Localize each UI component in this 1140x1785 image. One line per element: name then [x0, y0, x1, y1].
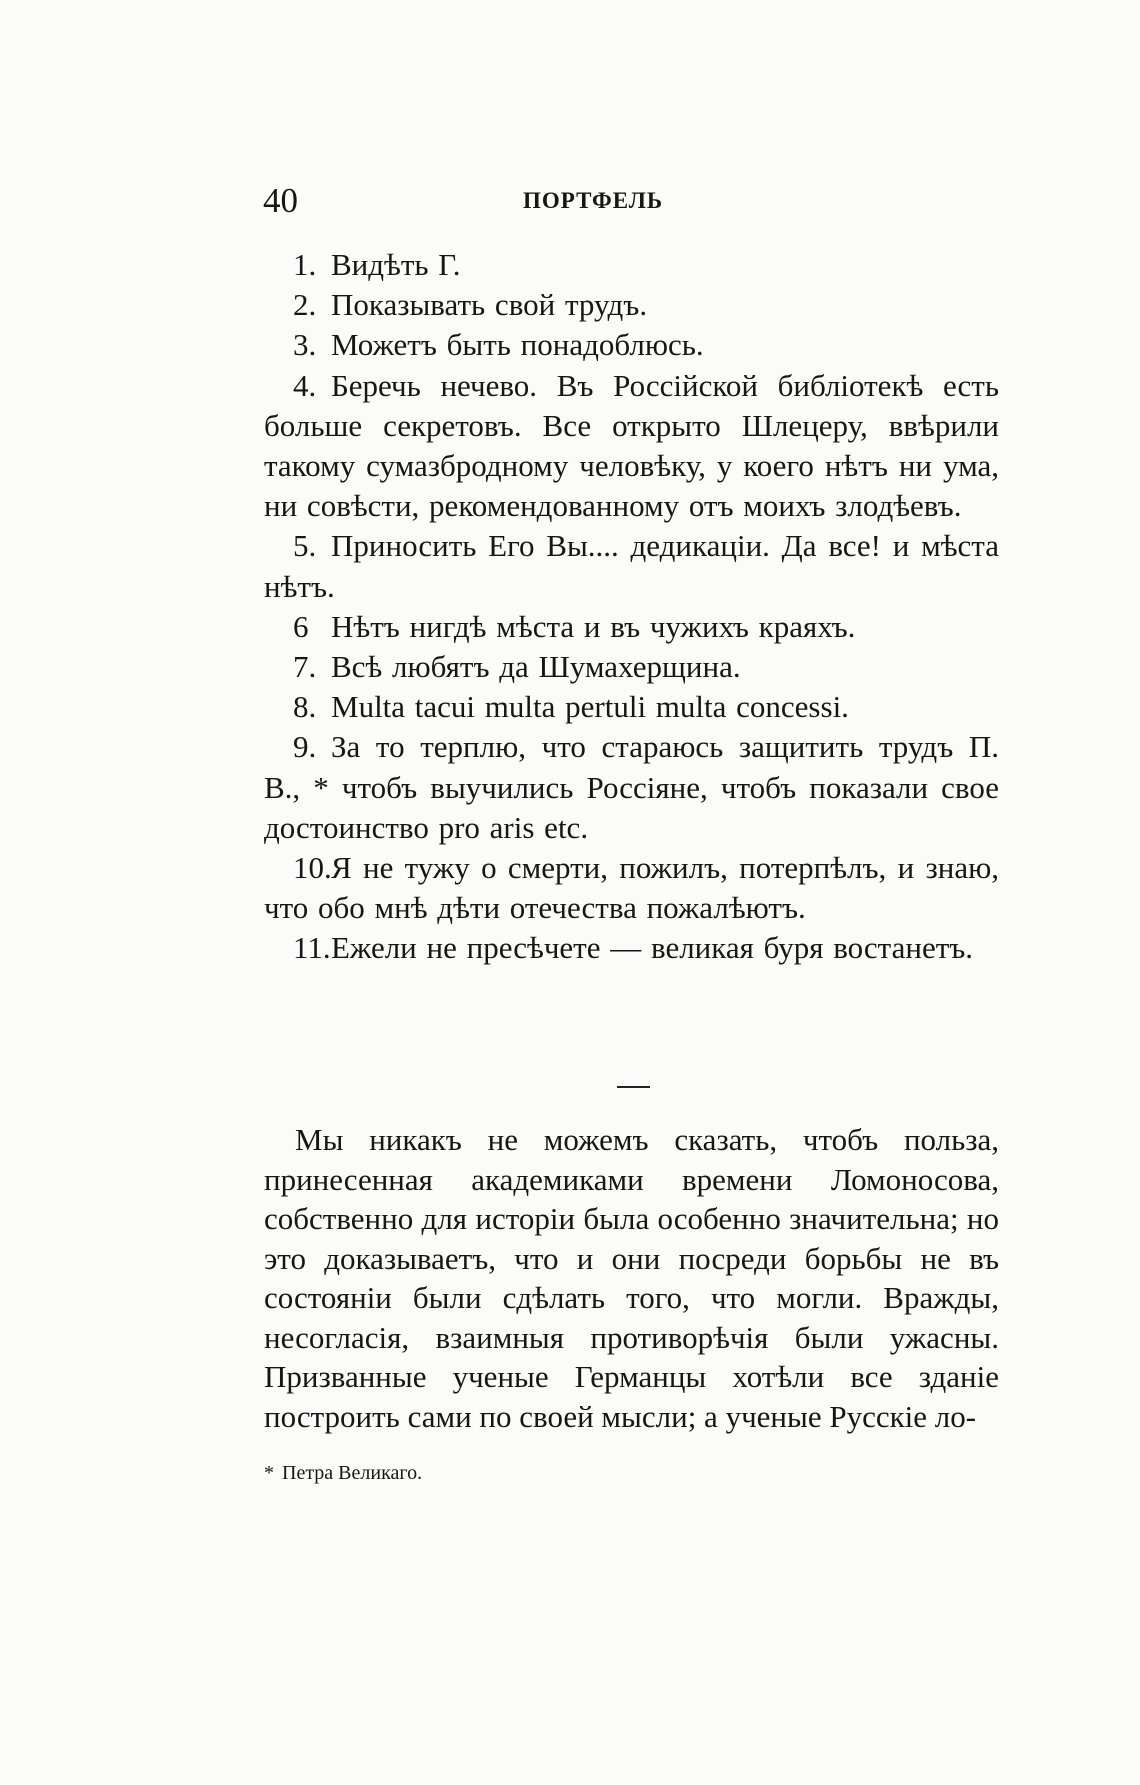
item-text: Можетъ быть понадоблюсь.	[331, 327, 704, 363]
item-number: 11.	[293, 930, 331, 966]
footnote	[264, 1459, 999, 1487]
list-item	[264, 727, 999, 848]
item-number: 8.	[293, 689, 317, 725]
item-text: Ежели не пресѣчете — великая буря востанетъ.	[331, 930, 974, 966]
item-text: Всѣ любятъ да Шумахерщина.	[331, 649, 741, 685]
list-item	[264, 366, 999, 527]
page-number: 40	[263, 181, 298, 220]
list-item	[264, 928, 999, 968]
footnote-text: Петра Великаго.	[282, 1462, 423, 1484]
item-text: Беречь нечево. Въ Россійской библіотекѣ есть больше секретовъ. Все открыто Шлецеру, ввѣрили такому сумазбродному человѣку, у коего нѣтъ ни ума, ни совѣсти, рекомендованному отъ моихъ злодѣевъ.	[264, 367, 999, 524]
list-item	[264, 526, 999, 606]
body-paragraph: Мы никакъ не можемъ сказать, чтобъ польза, принесенная академиками времени Ломоносова, собственно для исторіи была особенно значительна; но это доказываетъ, что и они посреди борьбы не въ состояніи были сдѣлать того, что могли. Вражды, несогласія, взаимныя противорѣчія были ужасны. Призванные ученые Германцы хотѣли все зданіе построить сами по своей мысли; а ученые Русскіе ло-	[264, 1122, 999, 1434]
item-number: 2.	[293, 287, 317, 323]
item-number: 6	[293, 608, 309, 644]
numbered-list	[264, 245, 999, 969]
item-text: Я не тужу о смерти, пожилъ, потерпѣлъ, и знаю, что обо мнѣ дѣти отечества пожалѣютъ.	[264, 850, 999, 926]
item-text: За то терплю, что стараюсь защитить трудъ П. В., * чтобъ выучились Россіяне, чтобъ показали свое достоинство pro aris etc.	[264, 729, 999, 845]
page-header	[263, 181, 988, 231]
item-number: 5.	[293, 528, 317, 564]
running-title: ПОРТФЕЛЬ	[523, 188, 664, 213]
item-number: 4.	[293, 367, 317, 403]
item-text: Видѣть Г.	[331, 247, 461, 282]
item-number: 9.	[293, 729, 317, 765]
list-item	[264, 245, 999, 285]
item-text: Нѣтъ нигдѣ мѣста и въ чужихъ краяхъ.	[331, 608, 856, 644]
list-item	[264, 848, 999, 928]
item-number: 3.	[293, 327, 317, 363]
list-item	[264, 285, 999, 325]
item-number: 10.	[293, 850, 332, 886]
item-text: Показывать свой трудъ.	[331, 287, 648, 323]
item-number: 1.	[293, 247, 317, 282]
list-item	[264, 687, 999, 727]
section-separator	[617, 1086, 650, 1088]
list-item	[264, 325, 999, 365]
footnote-mark: *	[264, 1462, 274, 1484]
item-number: 7.	[293, 649, 317, 685]
item-text: Приносить Его Вы.... дедикаціи. Да все! и мѣста нѣтъ.	[264, 528, 999, 604]
list-item	[264, 607, 999, 647]
item-text: Multa tacui multa pertuli multa concessi.	[331, 689, 849, 725]
list-item	[264, 647, 999, 687]
